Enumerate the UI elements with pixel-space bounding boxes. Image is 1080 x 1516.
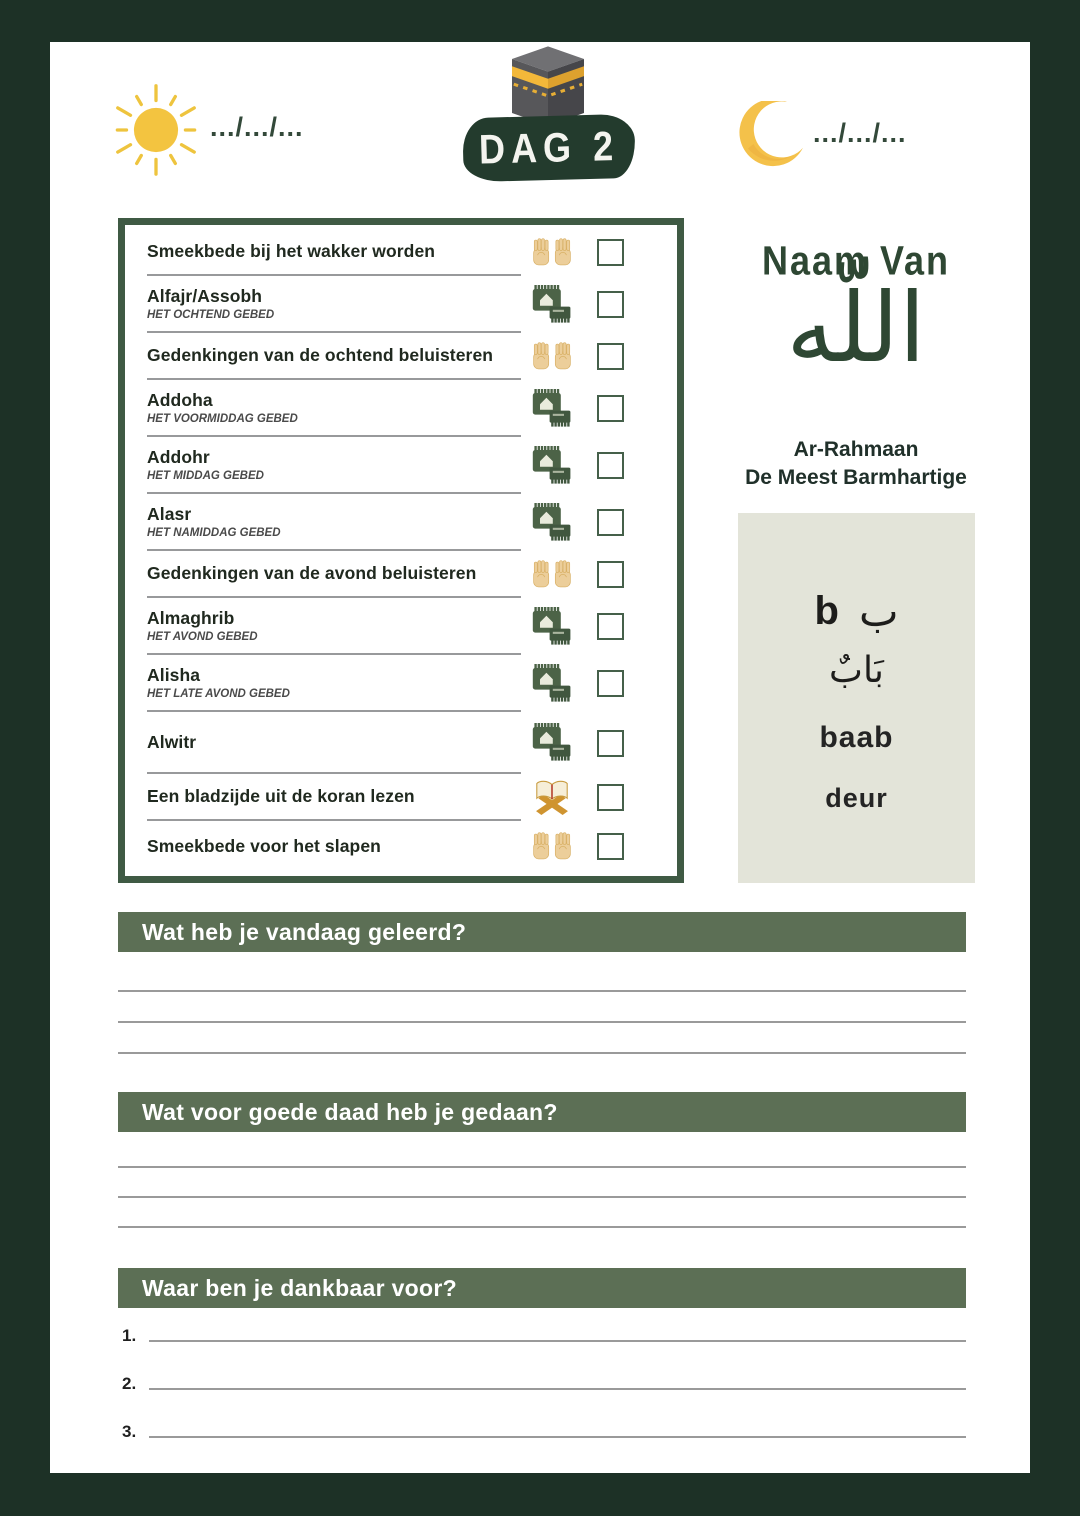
- checkbox[interactable]: [597, 395, 624, 422]
- checklist-item-title: Alwitr: [147, 731, 197, 752]
- writing-line[interactable]: [149, 1388, 966, 1390]
- numbered-writing-row: [122, 1324, 966, 1346]
- prayer-rug-icon: [532, 607, 572, 647]
- checklist-item-title: Almaghrib: [147, 608, 235, 628]
- list-number: 1.: [122, 1326, 137, 1345]
- checklist-item-subtitle: HET NAMIDDAG GEBED: [147, 527, 281, 539]
- evening-date-field[interactable]: .../.../...: [813, 118, 907, 148]
- checkbox[interactable]: [597, 613, 624, 640]
- checklist-item-title: Smeekbede voor het slapen: [147, 836, 381, 856]
- numbered-writing-row: [122, 1420, 966, 1442]
- checklist-row: [147, 276, 667, 333]
- writing-line[interactable]: [118, 1052, 966, 1054]
- name-of-allah-heading: Naam Van: [761, 237, 951, 284]
- praying-hands-icon: [531, 342, 573, 371]
- checklist-row: [147, 655, 667, 712]
- section-header-good-deed: Wat voor goede daad heb je gedaan?: [118, 1092, 966, 1132]
- checklist-row: [147, 333, 667, 380]
- writing-line[interactable]: [118, 1166, 966, 1168]
- prayer-rug-icon: [532, 389, 572, 429]
- writing-line[interactable]: [118, 990, 966, 992]
- checklist-item-subtitle: HET OCHTEND GEBED: [147, 309, 275, 321]
- writing-line[interactable]: [149, 1340, 966, 1342]
- moon-icon: [733, 101, 803, 171]
- list-number: 2.: [122, 1374, 137, 1393]
- checkbox[interactable]: [597, 291, 624, 318]
- allah-name-block: [726, 436, 986, 493]
- checkbox[interactable]: [597, 343, 624, 370]
- section-header-learned: Wat heb je vandaag geleerd?: [118, 912, 966, 952]
- checklist-item-title: Addoha: [147, 390, 213, 410]
- checklist-item-subtitle: HET LATE AVOND GEBED: [147, 688, 290, 700]
- checklist-row: [147, 598, 667, 655]
- prayer-rug-icon: [532, 664, 572, 704]
- checkbox[interactable]: [597, 509, 624, 536]
- checklist-item-title: Alasr: [147, 504, 192, 524]
- checkbox[interactable]: [597, 833, 624, 860]
- checklist-row: [147, 551, 667, 598]
- quran-book-icon: [533, 779, 571, 816]
- allah-calligraphy: اللّه: [786, 272, 926, 384]
- checklist-row: [147, 380, 667, 437]
- arabic-letter: ب: [858, 587, 899, 636]
- word-dutch-meaning: deur: [825, 783, 888, 813]
- praying-hands-icon: [531, 832, 573, 861]
- letter-pair: [815, 587, 899, 636]
- checklist-row: [147, 437, 667, 494]
- checklist-item-title: Alisha: [147, 665, 201, 685]
- arabic-word: بَابٌ: [829, 650, 884, 691]
- checklist-row: [147, 229, 667, 276]
- checkbox[interactable]: [597, 730, 624, 757]
- checkbox[interactable]: [597, 670, 624, 697]
- day-badge: [462, 114, 636, 182]
- latin-letter: b: [814, 589, 839, 633]
- checklist-item-title: Addohr: [147, 447, 210, 467]
- checklist-item-subtitle: HET AVOND GEBED: [147, 631, 258, 643]
- numbered-writing-row: [122, 1372, 966, 1394]
- arabic-letter-card: [738, 513, 975, 883]
- prayer-rug-icon: [532, 285, 572, 325]
- checklist-item-title: Gedenkingen van de avond beluisteren: [147, 563, 477, 583]
- prayer-rug-icon: [532, 503, 572, 543]
- prayer-rug-icon: [532, 723, 572, 763]
- writing-line[interactable]: [149, 1436, 966, 1438]
- checklist-item-subtitle: HET VOORMIDDAG GEBED: [147, 413, 298, 425]
- checkbox[interactable]: [597, 784, 624, 811]
- daily-checklist-panel: [118, 218, 684, 883]
- checkbox[interactable]: [597, 452, 624, 479]
- prayer-rug-icon: [532, 446, 572, 486]
- sun-icon: [110, 84, 202, 176]
- checklist-row: [147, 712, 667, 774]
- checklist-item-title: Gedenkingen van de ochtend beluisteren: [147, 345, 494, 365]
- allah-name-meaning: De Meest Barmhartige: [745, 466, 967, 490]
- praying-hands-icon: [531, 560, 573, 589]
- checklist-item-title: Smeekbede bij het wakker worden: [147, 241, 436, 261]
- writing-line[interactable]: [118, 1226, 966, 1228]
- praying-hands-icon: [531, 238, 573, 267]
- checklist-item-title: Een bladzijde uit de koran lezen: [147, 786, 415, 806]
- checklist-row: [147, 494, 667, 551]
- writing-line[interactable]: [118, 1021, 966, 1023]
- allah-name-transliteration: Ar-Rahmaan: [793, 438, 919, 461]
- word-transliteration: baab: [819, 721, 894, 754]
- checklist-item-title: Alfajr/Assobh: [147, 286, 263, 306]
- writing-line[interactable]: [118, 1196, 966, 1198]
- list-number: 3.: [122, 1422, 137, 1441]
- checkbox[interactable]: [597, 239, 624, 266]
- checklist-item-subtitle: HET MIDDAG GEBED: [147, 470, 264, 482]
- checkbox[interactable]: [597, 561, 624, 588]
- section-header-grateful: Waar ben je dankbaar voor?: [118, 1268, 966, 1308]
- checklist-row: [147, 774, 667, 821]
- morning-date-field[interactable]: .../.../...: [210, 112, 304, 142]
- checklist-row: [147, 821, 667, 872]
- day-badge-label: DAG 2: [478, 122, 620, 173]
